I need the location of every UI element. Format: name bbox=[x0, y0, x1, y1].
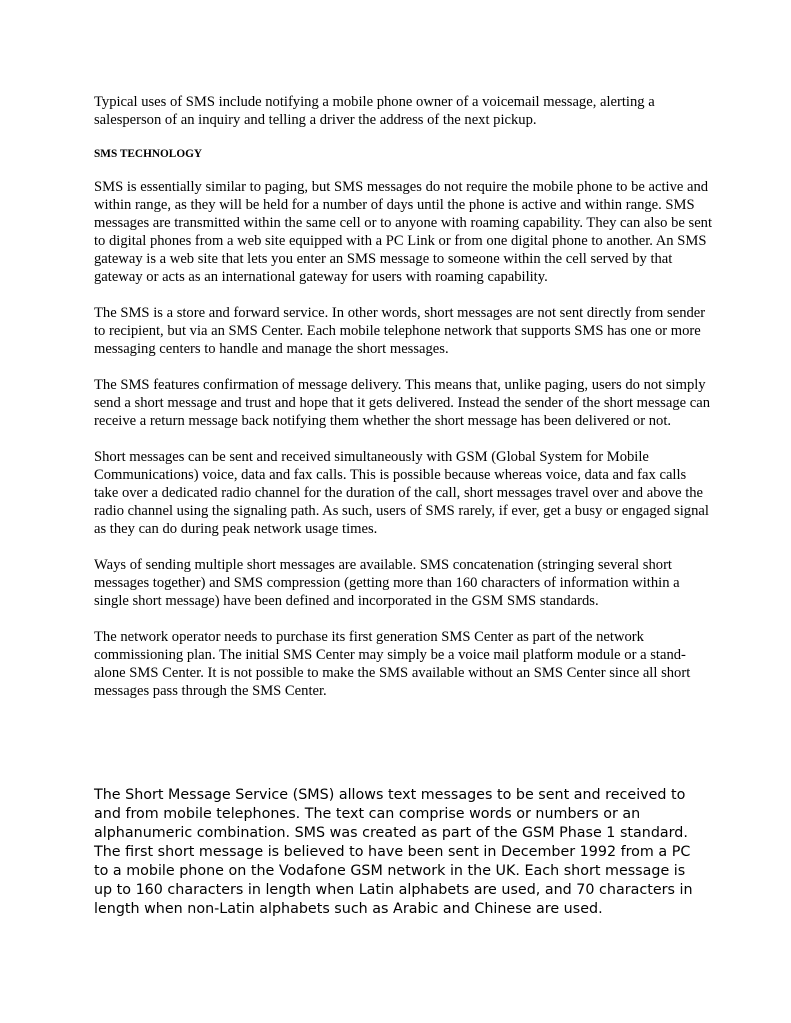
document-body bbox=[94, 93, 714, 718]
section-heading: SMS TECHNOLOGY bbox=[94, 148, 203, 160]
paragraph: The network operator needs to purchase its first generation SMS Center as part of the network commissioning plan. The initial SMS Center may simply be a voice mail platform module or a stand-alone SMS Center. It is not possible to make the SMS available without an SMS Center since all short messages pass through the SMS Center. bbox=[94, 629, 691, 699]
intro-paragraph: Typical uses of SMS include notifying a mobile phone owner of a voicemail message, alerting a salesperson of an inquiry and telling a driver the address of the next pickup. bbox=[94, 94, 655, 128]
paragraph: Short messages can be sent and received simultaneously with GSM (Global System for Mobile Communications) voice, data and fax calls. This is possible because whereas voice, data and fax calls take over a dedicated radio channel for the duration of the call, short messages travel over and above the radio channel using the signaling path. As such, users of SMS rarely, if ever, get a busy or engaged signal as they can do during peak network usage times. bbox=[94, 449, 709, 537]
paragraph: The SMS features confirmation of message delivery. This means that, unlike paging, users do not simply send a short message and trust and hope that it gets delivered. Instead the sender of the short message can receive a return message back notifying them whether the short message has been delivered or not. bbox=[94, 377, 710, 429]
paragraph: SMS is essentially similar to paging, but SMS messages do not require the mobile phone to be active and within range, as they will be held for a number of days until the phone is active and within range. SMS messages are transmitted within the same cell or to anyone with roaming capability. They can also be sent to digital phones from a web site equipped with a PC Link or from one digital phone to another. An SMS gateway is a web site that lets you enter an SMS message to someone within the cell served by that gateway or acts as an international gateway for users with roaming capability. bbox=[94, 179, 713, 285]
paragraph: Ways of sending multiple short messages are available. SMS concatenation (stringing several short messages together) and SMS compression (getting more than 160 characters of information within a single short message) have been defined and incorporated in the GSM SMS standards. bbox=[94, 557, 680, 609]
closing-paragraph: The Short Message Service (SMS) allows text messages to be sent and received to and from mobile telephones. The text can comprise words or numbers or an alphanumeric combination. SMS was created as part of the GSM Phase 1 standard. The first short message is believed to have been sent in December 1992 from a PC to a mobile phone on the Vodafone GSM network in the UK. Each short message is up to 160 characters in length when Latin alphabets are used, and 70 characters in length when non-Latin alphabets such as Arabic and Chinese are used. bbox=[94, 787, 693, 917]
paragraph: The SMS is a store and forward service. In other words, short messages are not sent directly from sender to recipient, but via an SMS Center. Each mobile telephone network that supports SMS has one or more messaging centers to handle and manage the short messages. bbox=[94, 305, 706, 357]
